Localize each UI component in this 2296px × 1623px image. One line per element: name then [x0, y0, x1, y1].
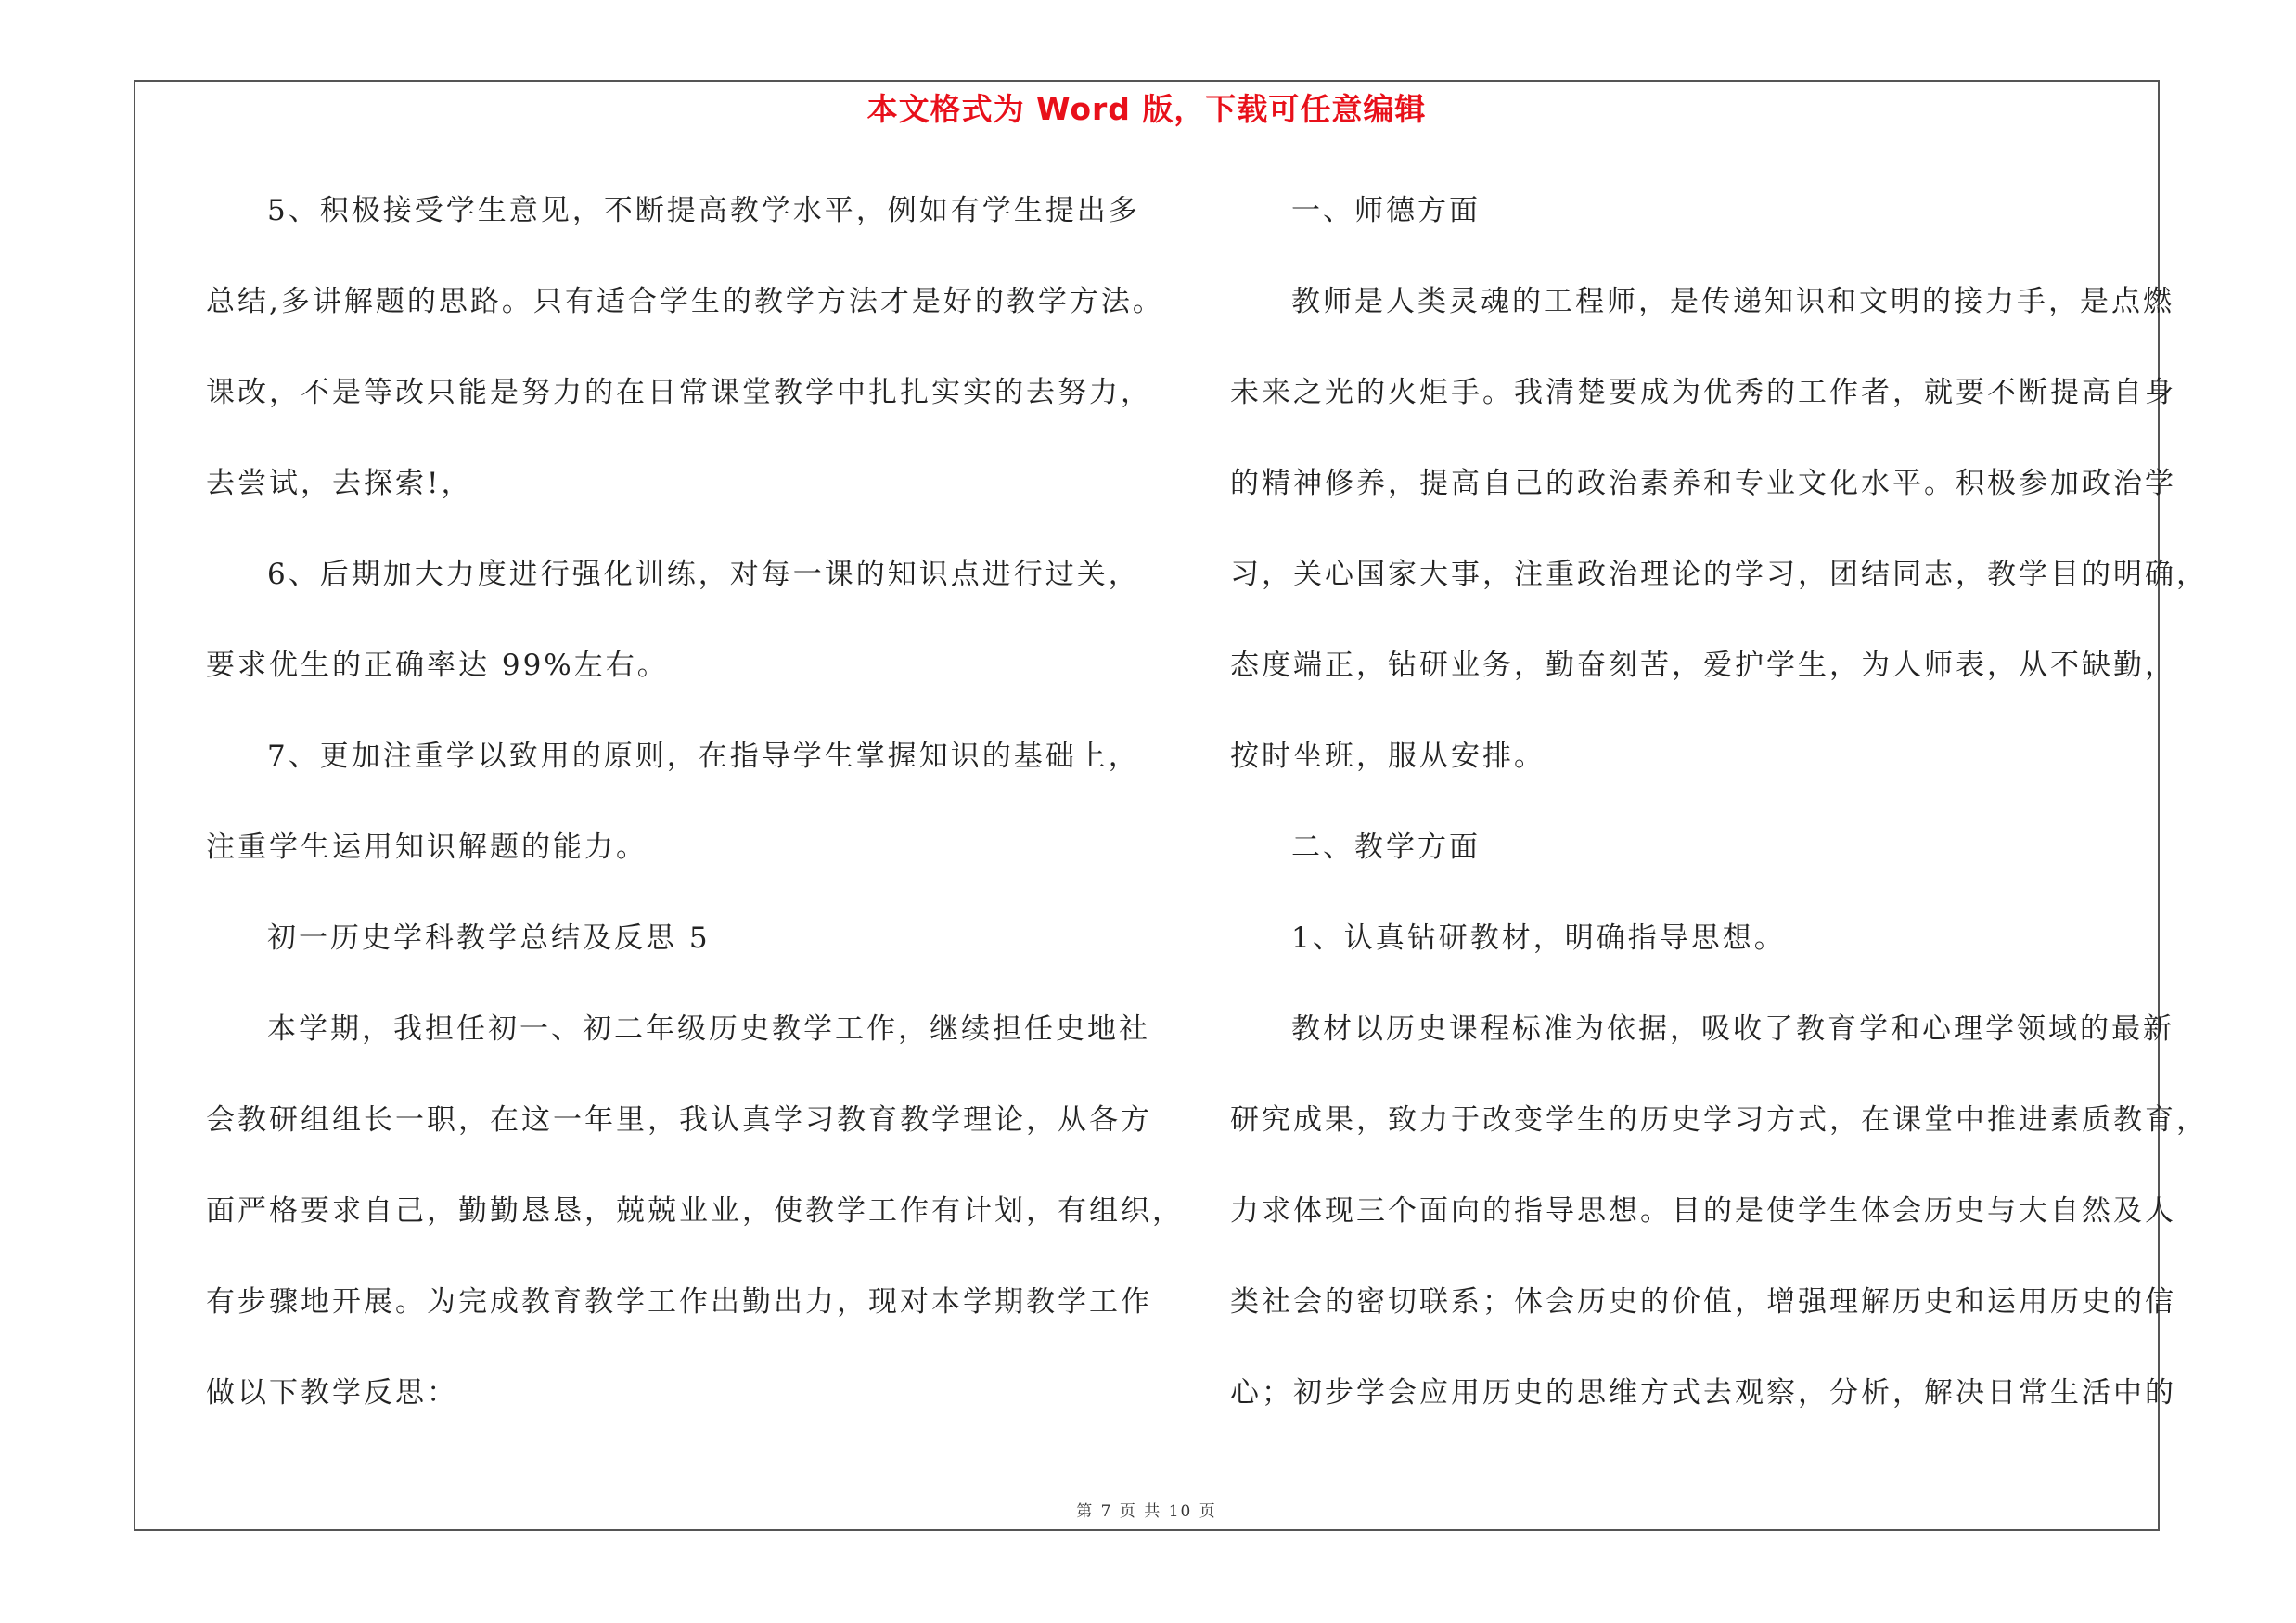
left-text-column [206, 182, 1184, 1455]
paragraph-line: 的精神修养，提高自己的政治素养和专业文化水平。积极参加政治学 [1230, 467, 2176, 500]
section-heading: 一、师德方面 [1291, 194, 1481, 227]
paragraph-line: 做以下教学反思： [206, 1376, 458, 1410]
paragraph-line: 本学期，我担任初一、初二年级历史教学工作，继续担任史地社 [267, 1012, 1150, 1046]
paragraph-line: 7、更加注重学以致用的原则，在指导学生掌握知识的基础上， [267, 740, 1140, 773]
paragraph-line: 习，关心国家大事，注重政治理论的学习，团结同志，教学目的明确， [1230, 558, 2208, 591]
page-number-footer: 第 7 页 共 10 页 [1076, 1502, 1217, 1521]
paragraph-line: 会教研组组长一职，在这一年里，我认真学习教育教学理论，从各方 [206, 1103, 1152, 1137]
section-heading: 初一历史学科教学总结及反思 5 [267, 921, 711, 955]
paragraph-line: 心；初步学会应用历史的思维方式去观察，分析，解决日常生活中的 [1230, 1376, 2176, 1410]
paragraph-line: 课改，不是等改只能是努力的在日常课堂教学中扎扎实实的去努力， [206, 376, 1152, 409]
paragraph-line: 按时坐班，服从安排。 [1230, 740, 1546, 773]
subsection-heading: 1、认真钻研教材，明确指导思想。 [1291, 921, 1786, 955]
paragraph-line: 去尝试，去探索!， [206, 467, 473, 500]
paragraph-line: 态度端正，钻研业务，勤奋刻苦，爱护学生，为人师表，从不缺勤， [1230, 649, 2176, 682]
paragraph-line: 有步骤地开展。为完成教育教学工作出勤出力，现对本学期教学工作 [206, 1285, 1152, 1319]
paragraph-line: 面严格要求自己，勤勤恳恳，兢兢业业，使教学工作有计划，有组织， [206, 1194, 1184, 1228]
document-banner: 本文格式为 Word 版，下载可任意编辑 [866, 91, 1427, 127]
section-heading: 二、教学方面 [1291, 831, 1481, 864]
paragraph-line: 类社会的密切联系；体会历史的价值，增强理解历史和运用历史的信 [1230, 1285, 2176, 1319]
paragraph-line: 6、后期加大力度进行强化训练，对每一课的知识点进行过关， [267, 558, 1140, 591]
paragraph-line: 注重学生运用知识解题的能力。 [206, 831, 648, 864]
right-text-column [1230, 182, 2208, 1455]
paragraph-line: 教材以历史课程标准为依据，吸收了教育学和心理学领域的最新 [1291, 1012, 2174, 1046]
paragraph-line: 力求体现三个面向的指导思想。目的是使学生体会历史与大自然及人 [1230, 1194, 2176, 1228]
paragraph-line: 5、积极接受学生意见，不断提高教学水平，例如有学生提出多 [267, 194, 1140, 227]
paragraph-line: 要求优生的正确率达 99%左右。 [206, 649, 669, 682]
paragraph-line: 教师是人类灵魂的工程师，是传递知识和文明的接力手，是点燃 [1291, 285, 2174, 318]
paragraph-line: 研究成果，致力于改变学生的历史学习方式，在课堂中推进素质教育， [1230, 1103, 2208, 1137]
paragraph-line: 未来之光的火炬手。我清楚要成为优秀的工作者，就要不断提高自身 [1230, 376, 2176, 409]
paragraph-line: 总结,多讲解题的思路。只有适合学生的教学方法才是好的教学方法。 [206, 285, 1164, 318]
